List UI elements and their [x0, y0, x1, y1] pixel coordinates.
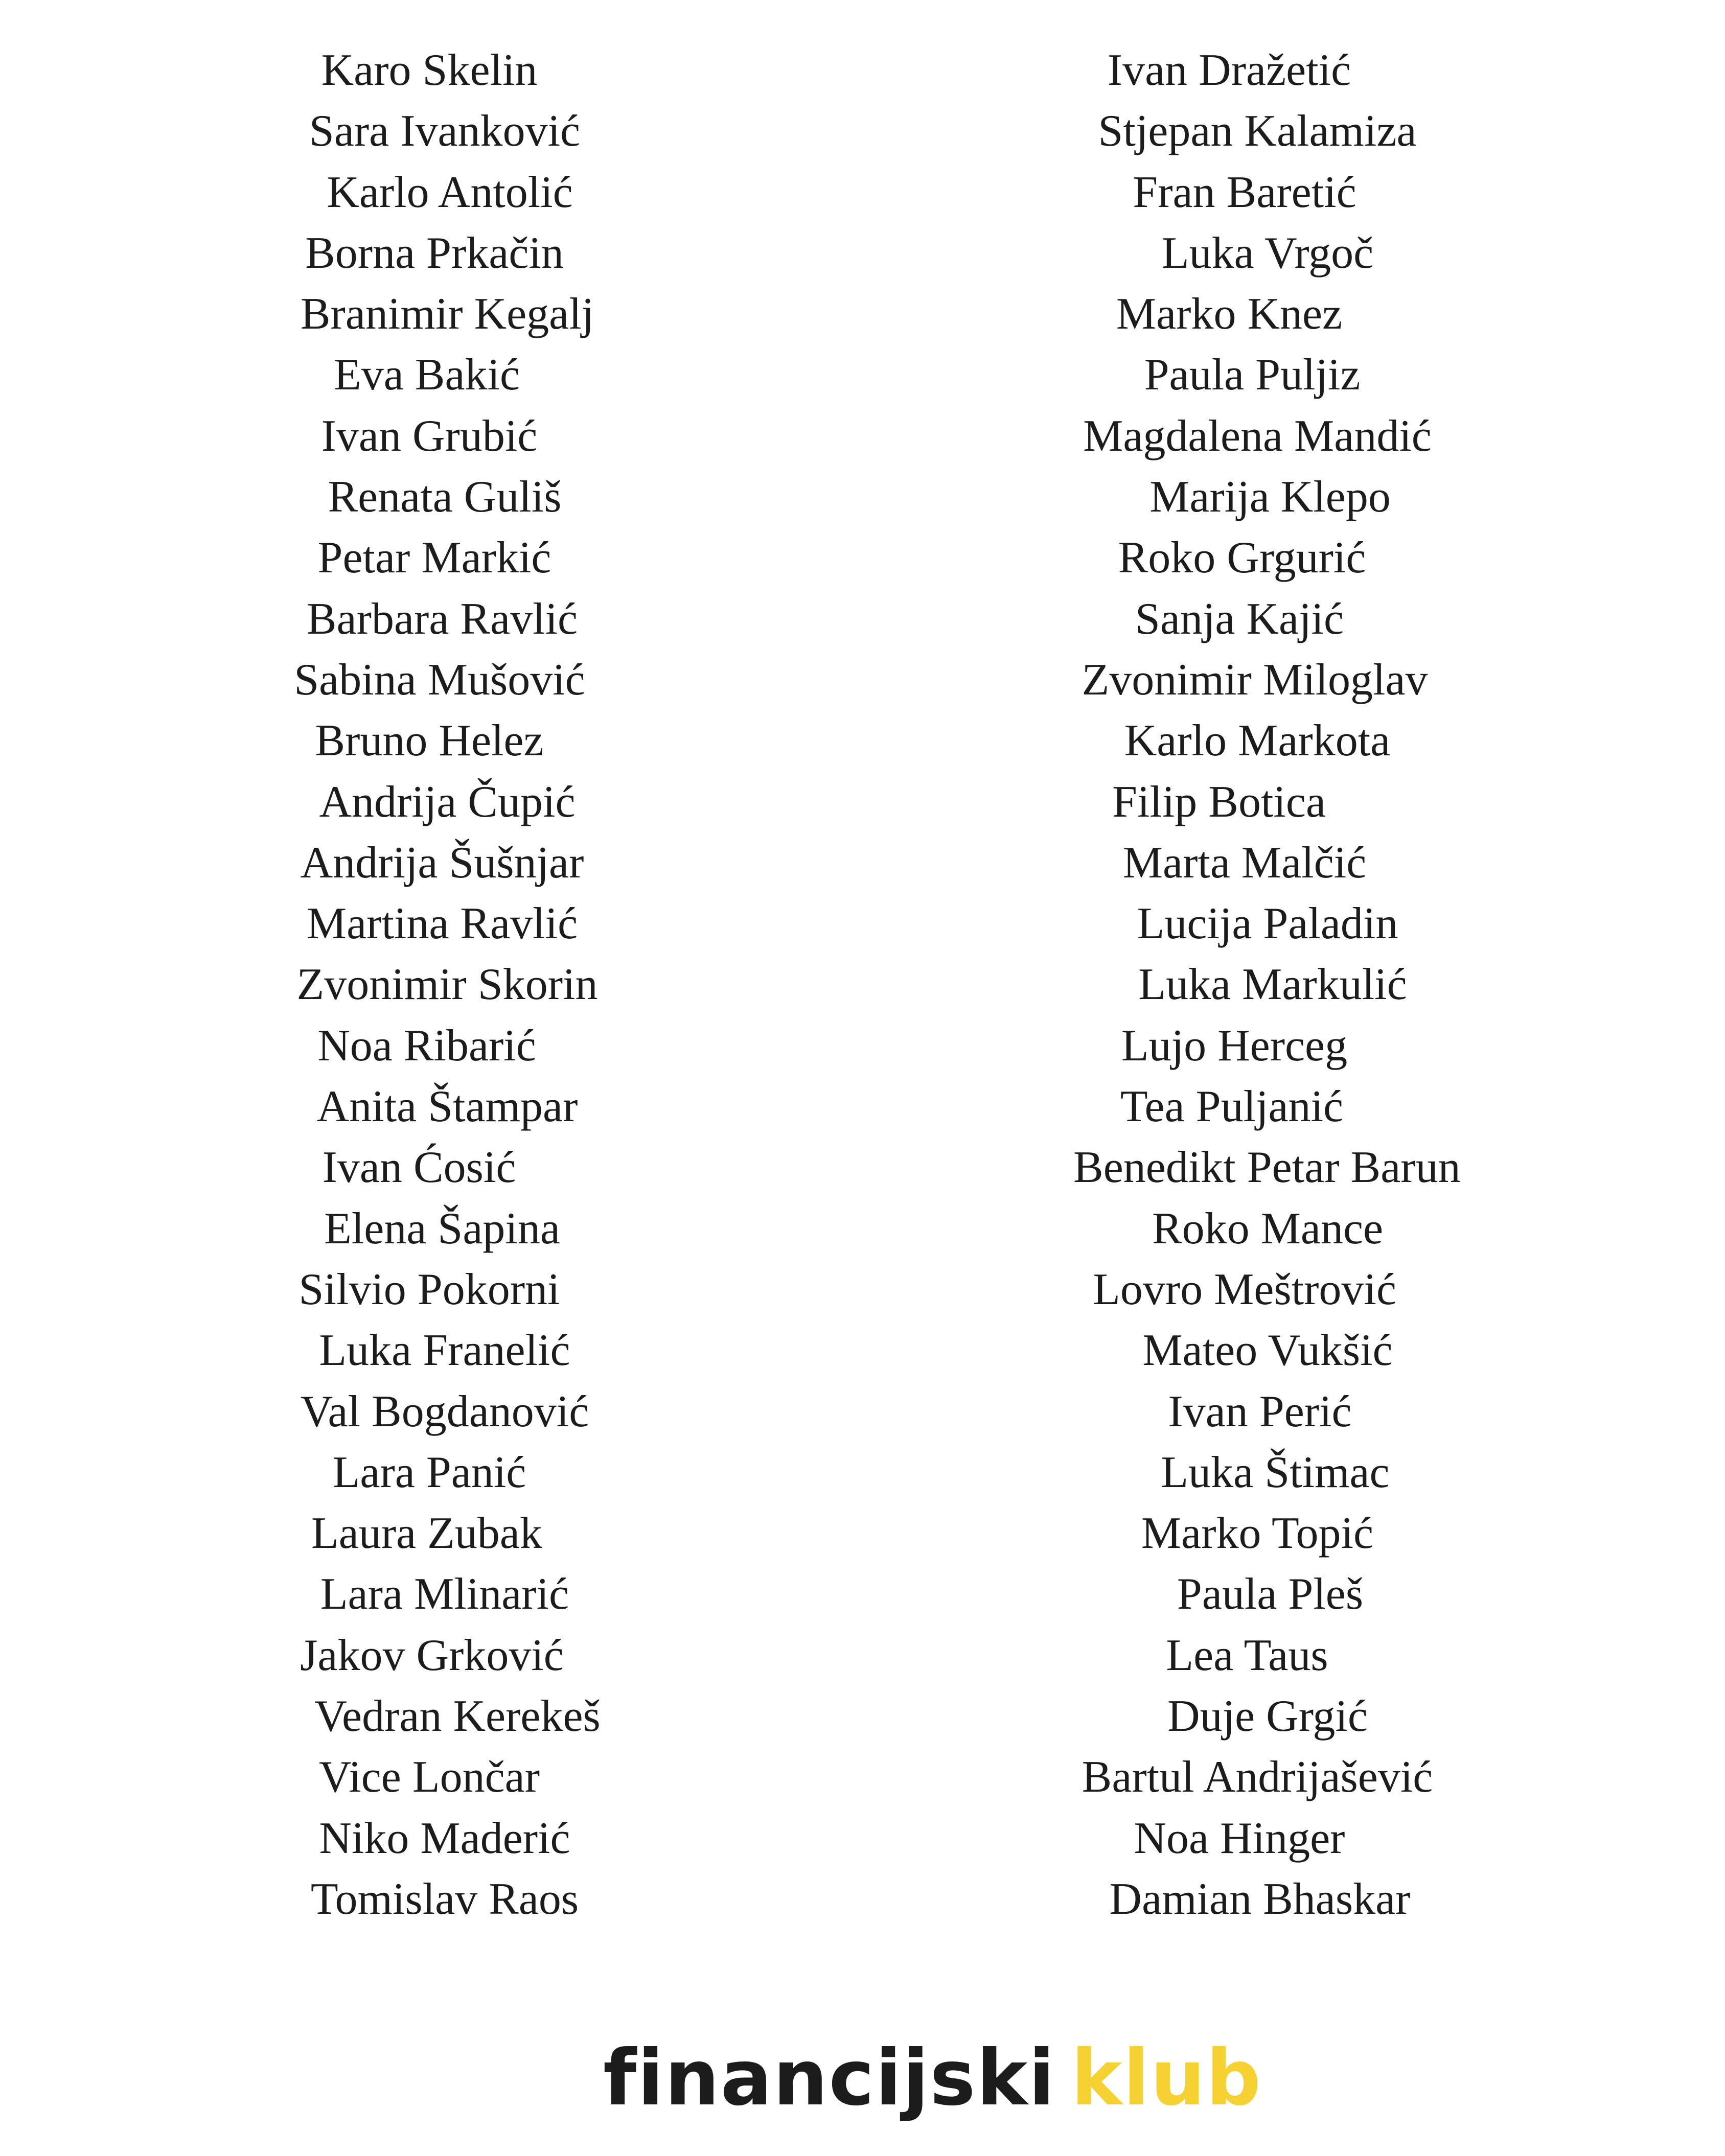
financijski-klub-logo — [603, 2034, 1262, 2136]
right-name-item: Luka Markulić — [1138, 960, 1407, 1010]
left-name-item: Bruno Helez — [315, 716, 544, 766]
right-name-item: Karlo Markota — [1124, 716, 1391, 766]
left-name-item: Elena Šapina — [324, 1203, 560, 1254]
left-name-item: Barbara Ravlić — [306, 594, 578, 644]
right-name-item: Lucija Paladin — [1137, 899, 1398, 949]
left-name-item: Renata Gulіš — [328, 472, 562, 522]
right-name-item: Lovro Meštrović — [1093, 1264, 1396, 1314]
right-name-item: Lea Taus — [1166, 1630, 1328, 1680]
left-name-item: Ivan Ćosić — [322, 1143, 516, 1193]
right-name-item: Fran Baretić — [1133, 167, 1356, 217]
left-name-item: Vice Lončar — [318, 1752, 540, 1802]
left-name-item: Martina Ravlić — [306, 899, 578, 949]
right-name-item: Noa Hinger — [1134, 1813, 1345, 1863]
left-name-item: Anita Štampar — [316, 1082, 578, 1132]
left-name-item: Karlo Antolić — [327, 167, 573, 217]
left-name-item: Vedran Kerekeš — [314, 1691, 601, 1742]
right-name-column — [1073, 40, 1461, 1930]
right-name-item: Zvonimir Miloglav — [1082, 655, 1428, 705]
right-name-item: Paula Puljiz — [1144, 350, 1361, 400]
right-name-item: Luka Vrgoč — [1161, 228, 1374, 278]
right-name-item: Marko Topić — [1141, 1509, 1374, 1559]
left-name-item: Tomislav Raos — [310, 1874, 579, 1924]
right-name-item: Roko Mance — [1152, 1203, 1384, 1254]
right-name-item: Tea Puljanić — [1120, 1082, 1344, 1132]
left-name-item: Lara Panić — [332, 1447, 526, 1497]
left-name-column — [286, 40, 603, 1930]
right-name-item: Lujo Herceg — [1121, 1021, 1348, 1071]
left-name-item: Sabina Mušović — [294, 655, 585, 705]
left-name-item: Sara Ivanković — [309, 106, 581, 156]
left-name-item: Andrija Šušnjar — [300, 838, 584, 888]
left-name-item: Silvio Pokorni — [298, 1264, 560, 1314]
left-name-item: Borna Prkačin — [305, 228, 564, 278]
right-name-item: Benedikt Petar Barun — [1073, 1143, 1461, 1193]
right-name-item: Bartul Andrijašević — [1082, 1752, 1433, 1802]
left-name-item: Petar Markić — [317, 533, 551, 583]
right-name-item: Damian Bhaskar — [1109, 1874, 1411, 1924]
right-name-item: Luka Štimac — [1161, 1447, 1390, 1497]
logo-word-financijski: financijski — [603, 2034, 1056, 2123]
right-name-item: Paula Pleš — [1177, 1569, 1364, 1619]
left-name-item: Andrija Čupić — [319, 777, 576, 827]
left-name-item: Noa Ribarić — [317, 1021, 536, 1071]
right-name-item: Mateo Vukšić — [1142, 1326, 1393, 1376]
right-name-item: Roko Grgurić — [1118, 533, 1366, 583]
left-name-item: Branimir Kegalj — [300, 289, 594, 339]
right-name-item: Stjepan Kalamiza — [1098, 106, 1417, 156]
right-name-item: Marta Malčić — [1122, 838, 1367, 888]
right-name-item: Duje Grgić — [1167, 1691, 1368, 1742]
right-name-item: Marija Klepo — [1149, 472, 1391, 522]
left-name-item: Karo Skelin — [321, 45, 538, 95]
left-name-item: Niko Maderić — [319, 1813, 570, 1863]
left-name-item: Ivan Grubić — [321, 411, 538, 461]
logo-word-klub: klub — [1071, 2034, 1262, 2123]
left-name-item: Jakov Grković — [300, 1630, 564, 1680]
right-name-item: Sanja Kajić — [1135, 594, 1344, 644]
right-name-item: Magdalena Mandić — [1083, 411, 1432, 461]
right-name-item: Ivan Dražetić — [1107, 45, 1351, 95]
left-name-item: Luka Franelić — [319, 1326, 570, 1376]
right-name-item: Marko Knez — [1116, 289, 1343, 339]
left-name-item: Zvonimir Skorin — [296, 960, 598, 1010]
left-name-item: Laura Zubak — [311, 1509, 542, 1559]
left-name-item: Eva Bakić — [333, 350, 520, 400]
right-name-item: Filip Botica — [1112, 777, 1326, 827]
left-name-item: Val Bogdanović — [300, 1386, 589, 1436]
right-name-item: Ivan Perić — [1168, 1386, 1352, 1436]
left-name-item: Lara Mlinarić — [320, 1569, 569, 1619]
